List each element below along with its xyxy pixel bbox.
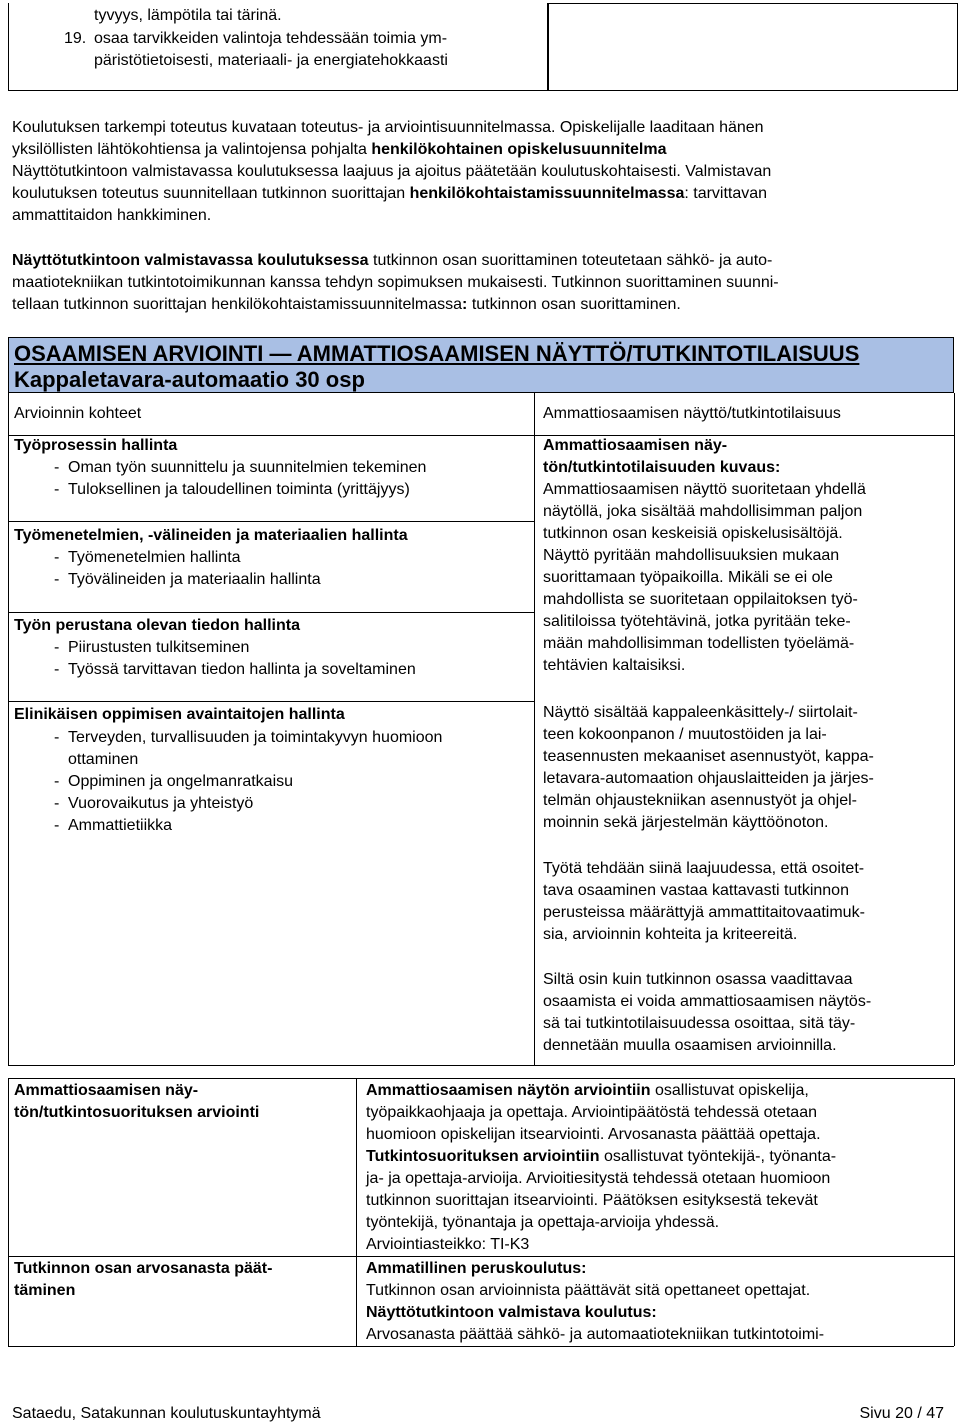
table-border <box>8 1346 954 1347</box>
table-border <box>954 1078 955 1346</box>
para2-line: Näyttötutkintoon valmistavassa koulutuksessa tutkinnon osan suorittaminen toteutetaan sähkö- ja auto- <box>12 252 773 269</box>
group-item: - Oman työn suunnittelu ja suunnitelmien tekeminen <box>54 459 427 476</box>
list-item-text: osaa tarvikkeiden valintoja tehdessään toimia ym- <box>94 30 448 47</box>
table-border <box>954 393 955 1065</box>
group-title: Työmenetelmien, -välineiden ja materiaalien hallinta <box>14 527 408 544</box>
group-divider <box>8 701 534 702</box>
assessment-title: OSAAMISEN ARVIOINTI — AMMATTIOSAAMISEN NÄYTTÖ/TUTKINTOTILAISUUS <box>14 341 860 366</box>
group-item: - Oppiminen ja ongelmanratkaisu <box>54 773 294 790</box>
group-item: ottaminen <box>68 751 139 768</box>
para2-line: tellaan tutkinnon suorittajan henkilökohtaistamissuunnitelmassa: tutkinnon osan suorittaminen. <box>12 296 681 313</box>
list-continuation: tyvyys, lämpötila tai tärinä. <box>94 7 282 24</box>
group-item: - Piirustusten tulkitseminen <box>54 639 250 656</box>
col-header-right: Ammattiosaamisen näyttö/tutkintotilaisuus <box>543 405 841 422</box>
intro-line: ammattitaidon hankkiminen. <box>12 207 212 224</box>
right-paragraph-3: Työtä tehdään siinä laajuudessa, että osoitet- tava osaaminen vastaa kattavasti tutkinnon perusteissa määrättyjä ammattitaitovaatimuk- sia, arvioinnin kohteita ja kriteereitä. <box>543 860 865 943</box>
evaluation-label: Ammattiosaamisen näy- <box>14 1082 199 1099</box>
group-item: - Työssä tarvittavan tiedon hallinta ja soveltaminen <box>54 661 416 678</box>
evaluation-label: täminen <box>14 1282 76 1299</box>
right-title: Ammattiosaamisen näy- <box>543 437 728 454</box>
right-title: tön/tutkintotilaisuuden kuvaus: <box>543 459 781 476</box>
evaluation-label: tön/tutkintosuorituksen arviointi <box>14 1104 260 1121</box>
top-table-right-cell <box>548 3 958 91</box>
group-item: - Terveyden, turvallisuuden ja toimintakyvyn huomioon <box>54 729 443 746</box>
group-title: Työprosessin hallinta <box>14 437 178 454</box>
intro-line: yksilöllisten lähtökohtiensa ja valintojensa pohjalta henkilökohtainen opiskelusuunnitelma <box>12 141 667 158</box>
group-item: - Työvälineiden ja materiaalin hallinta <box>54 571 321 588</box>
group-item: - Tuloksellinen ja taloudellinen toiminta (yrittäjyys) <box>54 481 410 498</box>
table-border <box>534 393 535 1065</box>
group-title: Elinikäisen oppimisen avaintaitojen hallinta <box>14 706 345 723</box>
footer-organization: Sataedu, Satakunnan koulutuskuntayhtymä <box>12 1405 321 1422</box>
evaluation-label: Tutkinnon osan arvosanasta päät- <box>14 1260 273 1277</box>
right-paragraph-4: Siltä osin kuin tutkinnon osassa vaadittavaa osaamista ei voida ammattiosaamisen näytös- sä tai tutkintotilaisuudessa osoittaa, sitä täy- dennetään muulla osaamisen arvioinnilla. <box>543 971 872 1054</box>
table-border <box>8 1078 954 1079</box>
col-header-left: Arvioinnin kohteet <box>14 405 142 422</box>
assessment-subtitle: Kappaletavara-automaatio 30 osp <box>14 367 365 392</box>
group-title: Työn perustana olevan tiedon hallinta <box>14 617 300 634</box>
group-item: - Ammattietiikka <box>54 817 173 834</box>
table-border <box>8 1256 954 1257</box>
footer-page-number: Sivu 20 / 47 <box>859 1405 944 1422</box>
right-paragraph-2: Näyttö sisältää kappaleenkäsittely-/ siirtolait- teen kokoonpanon / muutostöiden ja lai- teasennusten mekaaniset asennustyöt, kappa- letavara-automaation ohjauslaitteiden ja järjes- telmän ohjaustekniikan asennustyöt ja ohjel- moinnin sekä järjestelmän käyttöönoton. <box>543 704 874 831</box>
evaluation-text: Ammattiosaamisen näytön arviointiin osallistuvat opiskelija, työpaikkaohjaaja ja opettaja. Arviointipäätöstä tehdessä otetaan huomioon opiskelijan itsearviointi. Arvosanasta päättää opettaja. Tutkintosuorituksen arviointiin osallistuvat työntekijä-, työnanta- ja- ja opettaja-arvioija. Arvioitiesitystä tehdessä otetaan huomioon tutkinnon suorittajan itsearviointi. Päätöksen esityksestä tekevät työntekijä, työnantaja ja opettaja-arvioija yhdessä. Arviointiasteikko: TI-K3 <box>366 1082 837 1253</box>
list-item-text: päristötietoisesti, materiaali- ja energiatehokkaasti <box>94 52 448 69</box>
intro-line: Koulutuksen tarkempi toteutus kuvataan toteutus- ja arviointisuunnitelmassa. Opiskelijalle laaditaan hänen <box>12 119 764 136</box>
table-border <box>8 1065 954 1066</box>
intro-line: koulutuksen toteutus suunnitellaan tutkinnon suorittajan henkilökohtaistamissuunnitelmassa: tarvittavan <box>12 185 768 202</box>
grading-text: Ammatillinen peruskoulutus: Tutkinnon osan arvioinnista päättävät sitä opettaneet opettajat. Näyttötutkintoon valmistava koulutus: Arvosanasta päättää sähkö- ja automaatiotekniikan tutkintotoimi- <box>366 1260 825 1343</box>
group-item: - Työmenetelmien hallinta <box>54 549 241 566</box>
intro-line: Näyttötutkintoon valmistavassa koulutuksessa laajuus ja ajoitus päätetään koulutuskohtaisesti. Valmistavan <box>12 163 772 180</box>
table-border <box>356 1078 357 1346</box>
table-border <box>8 393 9 1065</box>
group-divider <box>8 612 534 613</box>
right-paragraph-1: Ammattiosaamisen näyttö suoritetaan yhdellä näytöllä, joka sisältää mahdollisimman paljon tutkinnon osan keskeisiä opiskelusisältöjä. Näyttö pyritään mahdollisuuksien mukaan suorittamaan työpaikoilla. Mikäli se ei ole mahdollista se suoritetaan oppilaitoksen työ- salitiloissa työtehtävinä, jotka pyritään teke- mään mahdollisimman todellisten työelämä- tehtävien kaltaisiksi. <box>543 481 866 674</box>
table-border <box>8 1078 9 1346</box>
group-item: - Vuorovaikutus ja yhteistyö <box>54 795 254 812</box>
group-divider <box>8 521 534 522</box>
para2-line: maatiotekniikan tutkintotoimikunnan kanssa tehdyn sopimuksen mukaisesti. Tutkinnon suorittaminen suunni- <box>12 274 779 291</box>
list-item-number: 19. <box>64 30 87 47</box>
